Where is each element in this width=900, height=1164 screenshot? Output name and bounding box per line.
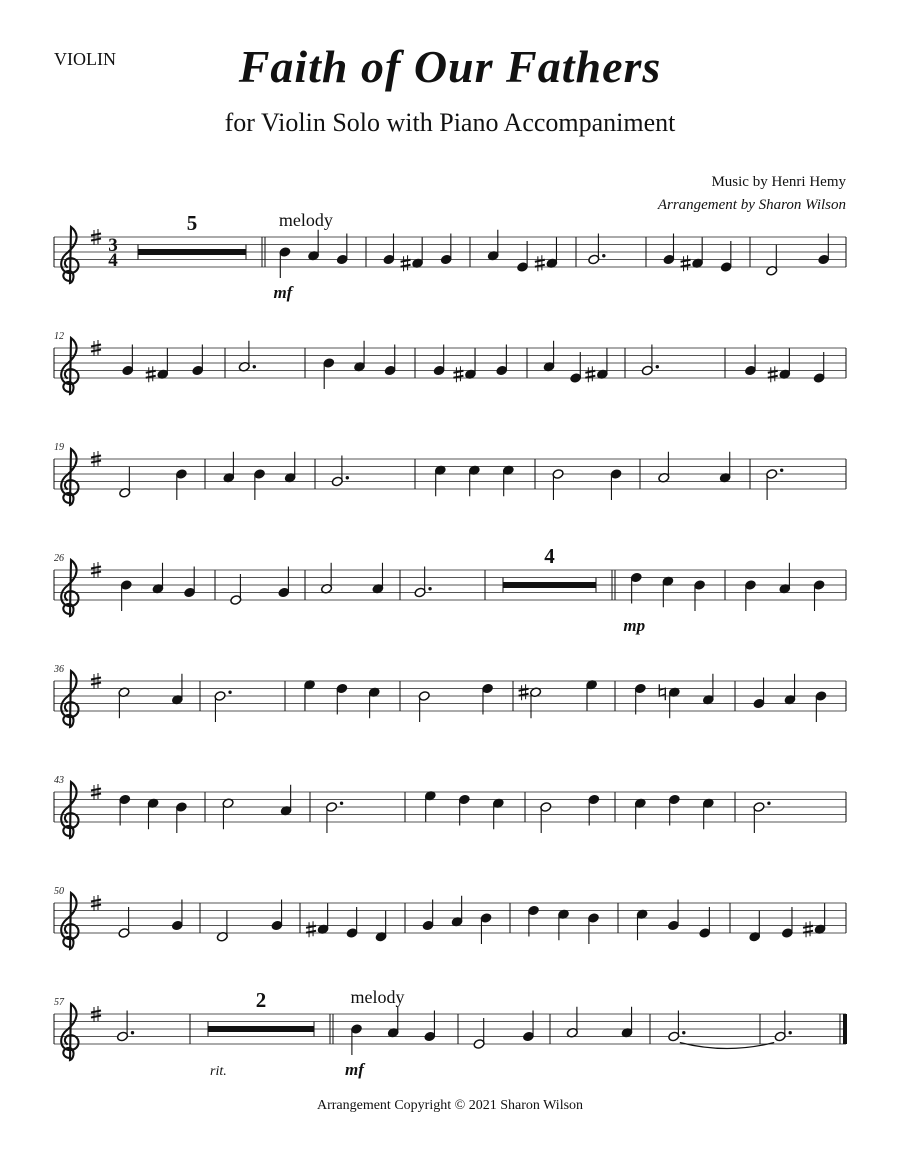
quarter-note [502,465,514,496]
quarter-note [387,1007,399,1038]
quarter-note [171,900,183,931]
quarter-note [306,903,329,937]
quarter-note [368,687,380,718]
measure [424,790,504,829]
accidental-sharp-icon [585,366,595,382]
page-subtitle: for Violin Solo with Piano Accompaniment [224,108,676,137]
staff-system [54,331,846,394]
quarter-note [253,469,265,500]
quarter-note [681,237,704,271]
quarter-note [350,1024,362,1055]
measure [566,1007,633,1038]
measure-number: 12 [54,331,64,342]
quarter-note [171,674,183,705]
augmentation-dot [780,469,783,472]
quarter-note [120,580,132,611]
accidental-sharp-icon [535,255,545,271]
quarter-note [383,234,395,265]
measure [434,465,514,496]
measure-number: 19 [54,442,64,453]
quarter-note [557,909,569,940]
treble-clef-icon [61,671,78,727]
half-note [238,341,256,372]
augmentation-dot [767,802,770,805]
augmentation-dot [602,254,605,257]
quarter-note [492,798,504,829]
quarter-note [192,345,204,376]
measure [766,469,784,500]
quarter-note [586,679,598,710]
part-label: VIOLIN [54,49,116,69]
dynamic-mf: mf [273,283,293,302]
half-note [566,1007,578,1038]
quarter-note [424,790,436,821]
quarter-note [522,1011,534,1042]
quarter-note [422,900,434,931]
half-note [766,245,778,276]
half-note [414,567,432,598]
quarter-note [636,909,648,940]
accidental-sharp-icon [306,921,316,937]
rest-count: 2 [255,988,267,1012]
measure [208,988,314,1079]
quarter-note [146,348,169,382]
half-note [331,456,349,487]
quarter-note [702,674,714,705]
quarter-note [453,348,476,382]
quarter-note [440,234,452,265]
quarter-note [280,785,292,816]
quarter-note [458,794,470,825]
measure [119,467,188,500]
half-note [222,798,234,829]
page-title: Faith of Our Fathers [238,41,662,92]
quarter-note [480,913,492,944]
quarter-note [516,241,528,272]
quarter-note [813,352,825,383]
half-note [119,467,131,498]
accidental-sharp-icon [401,255,411,271]
quarter-note [482,683,494,714]
quarter-note [663,234,675,265]
natural-icon [659,684,665,700]
measure [680,1011,792,1049]
quarter-note [813,580,825,611]
augmentation-dot [682,1031,685,1034]
multi-measure-rest [503,582,596,588]
quarter-note [184,567,196,598]
half-note [658,452,670,483]
quarter-note [147,798,159,829]
measure [503,544,596,593]
quarter-note [543,341,555,372]
rest-count: 5 [186,211,198,235]
augmentation-dot [346,476,349,479]
accidental-sharp-icon [768,366,778,382]
quarter-note [585,348,608,382]
augmentation-dot [253,365,256,368]
quarter-note [496,345,508,376]
measure [749,903,826,942]
half-note [519,684,542,718]
quarter-note [621,1007,633,1038]
measure [345,987,436,1079]
quarter-note [323,358,335,389]
dynamic-mf: mf [345,1060,364,1079]
accidental-sharp-icon [803,921,813,937]
measure [552,469,622,500]
quarter-note [119,794,131,825]
quarter-note [372,563,384,594]
augmentation-dot [340,802,343,805]
half-note [540,802,552,833]
treble-clef-icon [61,782,78,838]
quarter-note [175,469,187,500]
quarter-note [749,911,761,942]
measure [320,563,383,594]
half-note [320,563,332,594]
quarter-note [779,563,791,594]
quarter-note [278,567,290,598]
measure [641,345,659,376]
measure [216,900,283,943]
measure [766,234,830,277]
half-note [216,911,228,942]
quarter-note [610,469,622,500]
measure-number: 26 [54,553,64,564]
augmentation-dot [789,1031,792,1034]
measure [588,234,606,265]
quarter-note [527,905,539,936]
measure [636,900,711,941]
quarter-note [433,345,445,376]
half-note [668,1011,686,1042]
quarter-note [659,684,680,718]
quarter-note [336,683,348,714]
quarter-note [699,907,711,938]
half-note [588,234,606,265]
time-signature-top: 3 [108,235,118,256]
quarter-note [667,900,679,931]
augmentation-dot [228,691,231,694]
treble-clef-icon [61,1004,78,1060]
half-note [641,345,659,376]
measure [487,230,558,273]
accidental-sharp-icon [519,684,529,700]
quarter-note [753,678,765,709]
measure [116,1011,134,1042]
half-note [766,469,784,500]
measure [668,1011,686,1042]
augmentation-dot [656,365,659,368]
quarter-note [768,348,791,382]
measure [303,679,380,718]
measure [138,211,246,260]
measure [306,903,387,942]
half-note [230,574,242,605]
composer-credit: Music by Henri Hemy [711,174,846,190]
measure [331,456,349,487]
treble-clef-icon [61,227,78,283]
arranger-credit: Arrangement by Sharon Wilson [657,197,846,213]
measure [273,210,348,302]
measure [543,341,608,384]
quarter-note [434,465,446,496]
treble-clef-icon [61,893,78,949]
measure-number: 50 [54,886,64,897]
quarter-note [353,341,365,372]
half-note [473,1018,485,1049]
quarter-note [744,580,756,611]
quarter-note [630,572,642,603]
measure-number: 43 [54,775,64,786]
time-signature-bottom: 4 [108,250,118,271]
staff-system [53,664,846,727]
augmentation-dot [131,1031,134,1034]
staff-system [54,210,846,302]
half-note [214,691,232,722]
quarter-note [587,913,599,944]
quarter-note [570,352,582,383]
staff-system [54,987,847,1079]
quarter-note [284,452,296,483]
quarter-note [662,576,674,607]
quarter-note [487,230,499,261]
measure-number: 36 [54,664,64,675]
melody-label: melody [350,987,405,1007]
half-note [753,802,771,833]
half-note [118,907,130,938]
treble-clef-icon [61,449,78,505]
quarter-note [634,683,646,714]
measure [238,341,256,372]
staff-system [54,544,846,635]
accidental-sharp-icon [453,366,463,382]
quarter-note [303,679,315,710]
multi-measure-rest [208,1026,314,1032]
quarter-note [535,237,558,271]
quarter-note [784,674,796,705]
quarter-note [401,237,424,271]
quarter-note [279,247,291,278]
staff-system [54,775,846,838]
half-note [680,1011,792,1049]
quarter-note [668,794,680,825]
quarter-note [702,798,714,829]
quarter-note [424,1011,436,1042]
half-note [552,469,564,500]
quarter-note [720,241,732,272]
final-barline-thick [843,1014,847,1044]
accidental-sharp-icon [146,366,156,382]
quarter-note [588,794,600,825]
quarter-note [451,896,463,927]
quarter-note [271,900,283,931]
measure [623,572,705,635]
quarter-note [634,798,646,829]
half-note [325,802,343,833]
measure [658,452,731,483]
half-note [418,691,430,722]
accidental-sharp-icon [681,255,691,271]
measure [753,802,771,833]
half-note [116,1011,134,1042]
measure [214,691,232,722]
quarter-note [223,452,235,483]
copyright-notice: Arrangement Copyright © 2021 Sharon Wilson [316,1098,584,1113]
quarter-note [308,230,320,261]
quarter-note [375,911,387,942]
half-note [118,687,130,718]
quarter-note [152,563,164,594]
quarter-note [694,580,706,611]
staff-system [54,442,846,505]
treble-clef-icon [61,338,78,394]
quarter-note [818,234,830,265]
staff-system [54,886,846,949]
quarter-note [468,465,480,496]
quarter-note [719,452,731,483]
measure [325,802,343,833]
measure-number: 57 [54,997,64,1008]
quarter-note [781,907,793,938]
dynamic-mp: mp [623,616,646,635]
quarter-note [122,345,134,376]
quarter-note [336,234,348,265]
quarter-note [744,345,756,376]
augmentation-dot [428,587,431,590]
quarter-note [175,802,187,833]
quarter-note [384,345,396,376]
treble-clef-icon [61,560,78,616]
rest-count: 4 [544,544,555,568]
quarter-note [346,907,358,938]
quarter-note [803,903,826,937]
measure [414,567,432,598]
ritardando-mark: rit. [210,1064,227,1079]
quarter-note [815,691,827,722]
measure [519,679,598,718]
multi-measure-rest [138,249,246,255]
melody-label: melody [278,210,333,230]
